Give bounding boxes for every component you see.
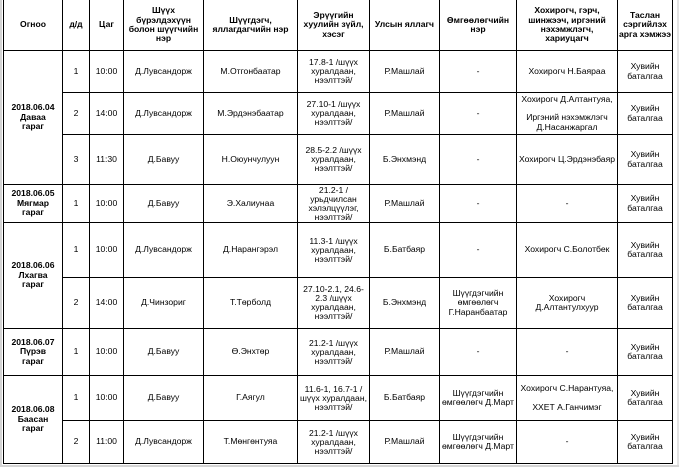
lawyer-name: -	[440, 185, 517, 223]
victim-name: Хохирогч Ц.Эрдэнэбаяр	[517, 135, 618, 185]
defendant-name: Г.Аягул	[204, 376, 298, 421]
weekday-name: Мягмар	[16, 197, 50, 208]
weekday-suffix: гараг	[22, 423, 44, 434]
row-time: 11:00	[90, 421, 124, 464]
preventive-measure: Хувийн баталгаа	[618, 376, 673, 421]
date-cell	[4, 51, 63, 185]
victim-primary: Хохирогч Д.Алтантуяа,	[521, 93, 613, 104]
victim-name: Хохирогч Д.Алтантулхуур	[517, 278, 618, 329]
row-time: 14:00	[90, 93, 124, 135]
judge-name: Д.Лувсандорж	[124, 51, 204, 93]
header-number: д/д	[63, 0, 90, 51]
row-time: 14:00	[90, 278, 124, 329]
prosecutor-name: Р.Машлай	[370, 185, 440, 223]
victim-name	[517, 93, 618, 135]
defendant-name: Д.Нарангэрэл	[204, 223, 298, 278]
lawyer-name: Шүүгдэгчийн өмгөөлөгч Г.Наранбаатар	[440, 278, 517, 329]
victim-name: -	[517, 421, 618, 464]
victim-name	[517, 376, 618, 421]
judge-name: Д.Бавуу	[124, 376, 204, 421]
row-number: 1	[63, 376, 90, 421]
law-article: 21.2-1 /шүүх хуралдаан, нээлттэй/	[298, 329, 370, 376]
prosecutor-name: Р.Машлай	[370, 51, 440, 93]
preventive-measure: Хувийн баталгаа	[618, 135, 673, 185]
prosecutor-name: Р.Машлай	[370, 421, 440, 464]
row-number: 3	[63, 135, 90, 185]
row-time: 11:30	[90, 135, 124, 185]
table-row	[4, 223, 673, 278]
date-cell	[4, 329, 63, 376]
judge-name: Д.Чинзориг	[124, 278, 204, 329]
header-lawyer: Өмгөөлөгчийн нэр	[440, 0, 517, 51]
row-number: 2	[63, 93, 90, 135]
date-value: 2018.06.05	[11, 188, 55, 199]
date-value: 2018.06.04	[11, 102, 55, 113]
victim-name: -	[517, 185, 618, 223]
defendant-name: Э.Халиунаа	[204, 185, 298, 223]
row-time: 10:00	[90, 185, 124, 223]
court-schedule-table	[3, 0, 673, 464]
prosecutor-name: Б.Батбаяр	[370, 376, 440, 421]
header-measure: Таслан сэргийлэх арга хэмжээ	[618, 0, 673, 51]
weekday-suffix: гараг	[22, 279, 44, 290]
defendant-name: М.Отгонбаатар	[204, 51, 298, 93]
row-time: 10:00	[90, 376, 124, 421]
preventive-measure: Хувийн баталгаа	[618, 278, 673, 329]
row-number: 1	[63, 51, 90, 93]
preventive-measure: Хувийн баталгаа	[618, 223, 673, 278]
weekday-suffix: гараг	[22, 207, 44, 218]
prosecutor-name: Б.Энхмэнд	[370, 135, 440, 185]
lawyer-name: -	[440, 51, 517, 93]
lawyer-name: -	[440, 135, 517, 185]
lawyer-name: -	[440, 329, 517, 376]
lawyer-name: Шүүгдэгчийн өмгөөлөгч Д.Март	[440, 376, 517, 421]
preventive-measure: Хувийн баталгаа	[618, 421, 673, 464]
date-value: 2018.06.08	[11, 404, 55, 415]
date-cell	[4, 185, 63, 223]
table-row	[4, 51, 673, 93]
weekday-suffix: гараг	[22, 355, 44, 366]
header-date: Огноо	[4, 0, 63, 51]
date-cell	[4, 223, 63, 329]
table-row	[4, 135, 673, 185]
preventive-measure: Хувийн баталгаа	[618, 185, 673, 223]
law-article: 21.2-1 /шүүх хуралдаан, нээлттэй/	[298, 421, 370, 464]
victim-primary: Хохирогч С.Нарантуяа,	[520, 383, 614, 394]
table-row	[4, 185, 673, 223]
row-number: 1	[63, 223, 90, 278]
judge-name: Д.Бавуу	[124, 135, 204, 185]
row-number: 1	[63, 185, 90, 223]
header-prosecutor: Улсын яллагч	[370, 0, 440, 51]
judge-name: Д.Лувсандорж	[124, 93, 204, 135]
preventive-measure: Хувийн баталгаа	[618, 93, 673, 135]
row-number: 2	[63, 278, 90, 329]
defendant-name: М.Эрдэнэбаатар	[204, 93, 298, 135]
lawyer-name: Шүүгдэгчийн өмгөөлөгч Д.Март	[440, 421, 517, 464]
date-value: 2018.06.07	[11, 336, 55, 347]
lawyer-name: -	[440, 93, 517, 135]
date-cell	[4, 376, 63, 464]
lawyer-name: -	[440, 223, 517, 278]
defendant-name: Т.Мөнгөнтуяа	[204, 421, 298, 464]
law-article: 11.6-1, 16.7-1 /шүүх хуралдаан, нээлттэй/	[298, 376, 370, 421]
prosecutor-name: Б.Батбаяр	[370, 223, 440, 278]
law-article: 27.10-1 /шүүх хуралдаан, нээлттэй/	[298, 93, 370, 135]
victim-secondary: Иргэний нэхэмжлэгч Д.Насанжаргал	[526, 112, 608, 132]
weekday-name: Лхагва	[18, 269, 48, 280]
weekday-name: Баасан	[17, 413, 49, 424]
table-row	[4, 93, 673, 135]
prosecutor-name: Р.Машлай	[370, 329, 440, 376]
victim-name: Хохирогч С.Болотбек	[517, 223, 618, 278]
window-frame-left	[0, 0, 2, 466]
table-row	[4, 421, 673, 464]
table-row	[4, 329, 673, 376]
prosecutor-name: Б.Энхмэнд	[370, 278, 440, 329]
law-article: 11.3-1 /шүүх хуралдаан, нээлттэй/	[298, 223, 370, 278]
judge-name: Д.Бавуу	[124, 185, 204, 223]
judge-name: Д.Лувсандорж	[124, 421, 204, 464]
defendant-name: Н.Оюунчулуун	[204, 135, 298, 185]
law-article: 28.5-2.2 /шүүх хуралдаан, нээлттэй/	[298, 135, 370, 185]
header-article: Эрүүгийн хуулийн зүйл, хэсэг	[298, 0, 370, 51]
header-row	[4, 0, 673, 51]
header-time: Цаг	[90, 0, 124, 51]
header-judge: Шүүх бүрэлдэхүүн болон шүүгчийн нэр	[124, 0, 204, 51]
table-row	[4, 278, 673, 329]
row-time: 10:00	[90, 329, 124, 376]
date-value: 2018.06.06	[11, 260, 55, 271]
victim-name: -	[517, 329, 618, 376]
table-row	[4, 376, 673, 421]
judge-name: Д.Бавуу	[124, 329, 204, 376]
row-time: 10:00	[90, 51, 124, 93]
weekday-name: Пүрэв	[19, 346, 47, 357]
header-victim: Хохирогч, гэрч, шинжээч, иргэний нэхэмжлэгч, хариуцагч	[517, 0, 618, 51]
law-article: 17.8-1 /шүүх хуралдаан, нээлттэй/	[298, 51, 370, 93]
defendant-name: Т.Төрболд	[204, 278, 298, 329]
law-article: 21.2-1 /урьдчилсан хэлэлцүүлэг, нээлттэй/	[298, 185, 370, 223]
preventive-measure: Хувийн баталгаа	[618, 329, 673, 376]
weekday-suffix: гараг	[22, 121, 44, 132]
row-time: 10:00	[90, 223, 124, 278]
judge-name: Д.Лувсандорж	[124, 223, 204, 278]
weekday-name: Даваа	[20, 111, 46, 122]
victim-name: Хохирогч Н.Баяраа	[517, 51, 618, 93]
victim-secondary: ХХЕТ А.Ганчимэг	[532, 401, 602, 412]
law-article: 27.10-2.1, 24.6-2.3 /шүүх хуралдаан, нээлттэй/	[298, 278, 370, 329]
row-number: 1	[63, 329, 90, 376]
window-frame-bottom	[0, 465, 679, 467]
header-defendant: Шүүгдэгч, яллагдагчийн нэр	[204, 0, 298, 51]
row-number: 2	[63, 421, 90, 464]
prosecutor-name: Р.Машлай	[370, 93, 440, 135]
preventive-measure: Хувийн баталгаа	[618, 51, 673, 93]
defendant-name: Ө.Энхтөр	[204, 329, 298, 376]
